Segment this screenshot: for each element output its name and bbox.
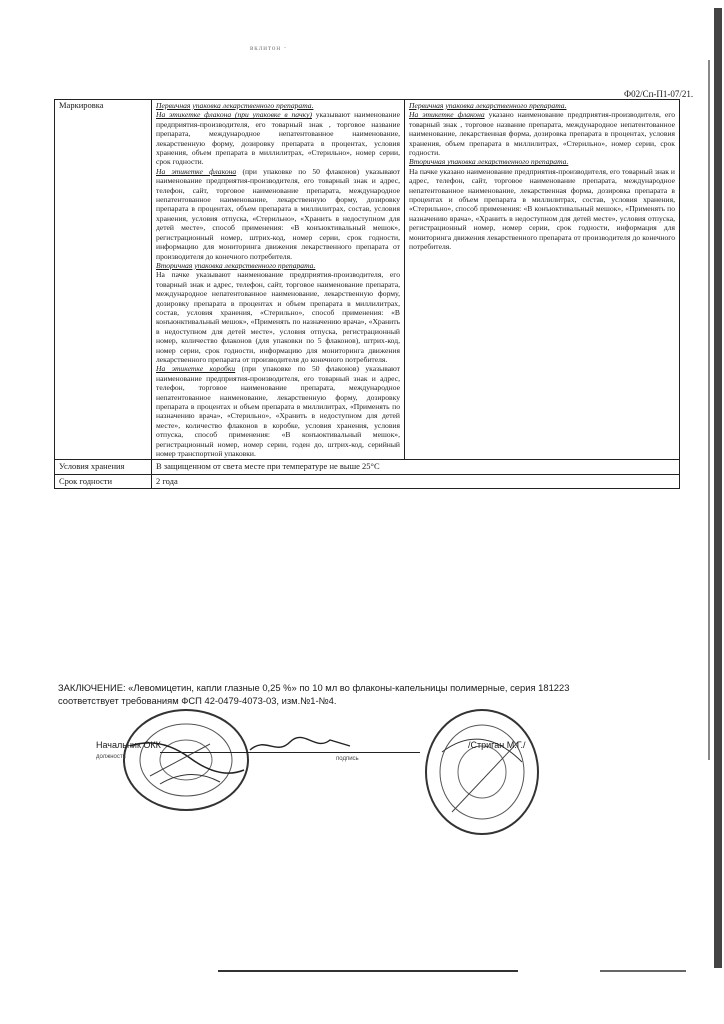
storage-value: В защищенном от света месте при температуре не выше 25°С [152,460,680,474]
shelf-life-value: 2 года [152,474,680,488]
signature-block [96,740,566,780]
scan-edge-shadow [714,8,722,968]
scan-edge-line [708,60,710,760]
scan-bottom-line [218,970,518,972]
requirement-paragraph: На этикетке флакона (при упаковке по 50 флаконов) указывают наименование предприятия-производителя, его товарный знак и адрес, телефон, сайт, торговое наименование препарата, международное непатентованное наименование, лекарственную форму, дозировку препарата в процентах, объем препарата в миллилитрах, состав, условия хранения, условия отпуска, «Стерильно», «Хранить в недоступном для детей месте», способ применения: «В конъюктивальный мешок», регистрационный номер, штрих-код, номер серии, срок годности, информацию для мониторинга движения лекарственного препарата от производителя до конечного потребителя. [156,166,400,261]
scan-bottom-line [600,970,686,972]
requirement-paragraph: На этикетке флакона (при упаковке в пачку) указывают наименование предприятия-производителя, его товарный знак , торговое название препарата, международное непатентованное наименование, лекарственную форму, дозировку препарата в процентах, условия хранения, объем препарата в миллилитрах, «Стерильно», номер серии, срок годности. [156,110,400,167]
requirement-paragraph: Первичная упаковка лекарственного препарата. [156,101,314,110]
conclusion [58,681,658,707]
signer-position-caption: должность [96,754,126,760]
form-code: Ф02/Сп-П1-07/21. [624,89,694,99]
marking-row [55,100,680,460]
result-paragraph: На этикетке флакона указано наименование предприятия-производителя, его товарный знак , торговое название препарата, международное непатентованное наименование, лекарственная форма, дозировка препарата в процентах, условия хранения, объем препарата в миллилитрах, «Стерильно», номер серии, срок годности. [409,110,675,158]
signer-name: /Стриган М.Г./ [468,740,526,750]
specification-table [54,99,680,489]
requirement-paragraph: На этикетке коробки (при упаковке по 50 флаконов) указывают наименование предприятия-производителя, его товарный знак и адрес, телефон, торговое наименование препарата, международное непатентованное наименование, лекарственную форму, дозировку препарата в процентах и объем препарата в миллилитрах, «Применять по назначению врача», «Стерильно», «Хранить в недоступном для детей месте», количество флаконов в коробке, условия хранения, условия отпуска, способ применения: «В конъюктивальный мешок», регистрационный номер, номер серии, годен до, штрих-код, серийный номер транспортной упаковки. [156,364,400,459]
result-paragraph: На пачке указано наименование предприятия-производителя, его товарный знак и адрес, телефон, сайт, торговое наименование препарата, международное непатентованное наименование, лекарственная форма, дозировка препарата в процентах и объем препарата в миллилитрах, состав, условия хранения, «Стерильно», способ применения: «В конъюктивальный мешок», «Применять по назначению врача», «Хранить в недоступном для детей месте», условия отпуска, регистрационный номер, номер серии, срок годности, информация для мониторинга движения лекарственного препарата от производителя до конечного потребителя. [409,166,675,252]
scan-top-mark: вклитон · [250,44,288,52]
storage-label: Условия хранения [55,460,152,474]
marking-label: Маркировка [55,100,152,460]
result-paragraph: Вторичная упаковка лекарственного препарата. [409,157,569,167]
shelf-life-row [55,474,680,488]
marking-requirement-cell [152,100,405,460]
result-paragraph: Первичная упаковка лекарственного препарата. [409,101,567,110]
requirement-paragraph: Вторичная упаковка лекарственного препарата. [156,260,316,270]
shelf-life-label: Срок годности [55,474,152,488]
marking-result-cell [405,100,680,460]
signature-caption: подпись [336,756,359,762]
signer-position: Начальник ОКК [96,740,161,750]
conclusion-line-1: ЗАКЛЮЧЕНИЕ: «Левомицетин, капли глазные 0,25 %» по 10 мл во флаконы-капельницы полимерные, серия 181223 [58,682,570,693]
storage-row [55,460,680,474]
conclusion-line-2: соответствует требованиям ФСП 42-0479-4073-03, изм.№1-№4. [58,695,337,706]
handwritten-signature [246,734,356,756]
requirement-paragraph: На пачке указывают наименование предприятия-производителя, его товарный знак и адрес, телефон, сайт, торговое наименование препарата, международное непатентованное наименование, лекарственную форму, дозировку препарата в процентах и объем препарата в миллилитрах, состав, условия хранения, «Стерильно», способ применения: «В конъюнктивальный мешок», «Применять по назначению врача», «Хранить в недоступном для детей месте», условия отпуска, регистрационный номер, количество флаконов (для упаковки по 5 флаконов), штрих-код, номер серии, срок годности, информацию для мониторинга движения лекарственного препарата от производителя до конечного потребителя. [156,270,400,364]
